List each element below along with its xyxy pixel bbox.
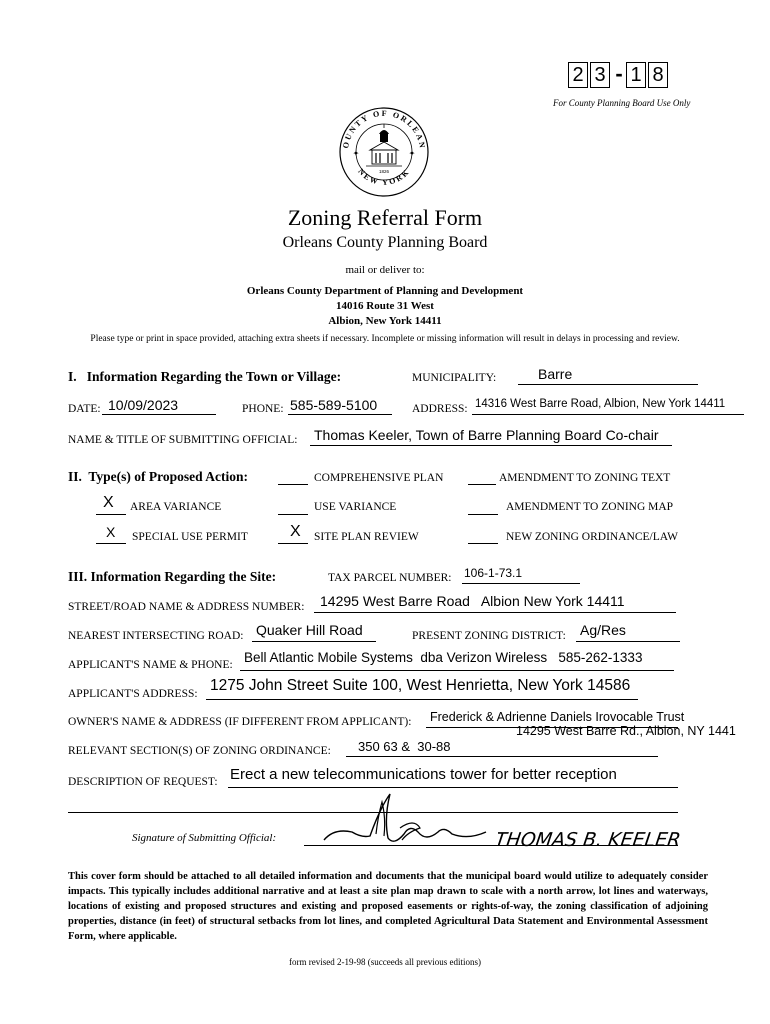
- sections-label: RELEVANT SECTION(S) OF ZONING ORDINANCE:: [68, 745, 331, 757]
- date-field[interactable]: 10/09/2023: [108, 397, 179, 413]
- case-digit: 8: [648, 62, 668, 88]
- svg-text:✦: ✦: [408, 149, 416, 158]
- owner-label: OWNER'S NAME & ADDRESS (IF DIFFERENT FROM APPLICANT):: [68, 716, 412, 728]
- official-label: NAME & TITLE OF SUBMITTING OFFICIAL:: [68, 434, 298, 446]
- street-label: STREET/ROAD NAME & ADDRESS NUMBER:: [68, 601, 305, 613]
- section-3-heading: III. Information Regarding the Site:: [68, 569, 277, 584]
- seal-year: 1826: [378, 169, 390, 174]
- option-amendment-text: AMENDMENT TO ZONING TEXT: [499, 472, 671, 484]
- instructions: Please type or print in space provided, attaching extra sheets if necessary. Incomplete or missing information will result in delays in processing and review.: [90, 334, 680, 344]
- seal-top-text: OUNTY OF ORLEAN: [341, 108, 428, 151]
- county-seal: [334, 106, 434, 198]
- option-new-ordinance: NEW ZONING ORDINANCE/LAW: [506, 531, 678, 543]
- option-use-variance: USE VARIANCE: [314, 501, 397, 513]
- address-label: ADDRESS:: [412, 403, 468, 415]
- signature-printed-name: [498, 818, 708, 854]
- dept-street: 14016 Route 31 West: [336, 300, 434, 312]
- municipality-field[interactable]: Barre: [538, 366, 573, 382]
- option-comprehensive-plan: COMPREHENSIVE PLAN: [314, 472, 444, 484]
- owner-field-line1[interactable]: Frederick & Adrienne Daniels Irovocable Trust: [430, 710, 685, 724]
- footer-paragraph: This cover form should be attached to all detailed information and documents that the municipal board would utilize to adequately consider impacts. This typically includes additional narrative and at least a site plan map drawn to scale with a north arrow, lot lines and waterways, locations of existing and proposed structures and existing and proposed easements or rights-of-way, the zoning classification of adjoining properties, distance (in feet) of structural setbacks from lot lines, and completed Agricultural Data Statement and Environmental Assessment Form, where applicable.: [68, 871, 708, 942]
- mark-site-plan[interactable]: X: [290, 523, 301, 540]
- municipality-label: MUNICIPALITY:: [412, 372, 497, 384]
- description-field[interactable]: Erect a new telecommunications tower for better reception: [230, 766, 617, 783]
- tax-parcel-label: TAX PARCEL NUMBER:: [328, 572, 452, 584]
- printed-name-text: THOMAS B. KEELER: [498, 828, 683, 851]
- applicant-address-label: APPLICANT'S ADDRESS:: [68, 688, 198, 700]
- applicant-address-field[interactable]: 1275 John Street Suite 100, West Henrietta, New York 14586: [210, 677, 631, 694]
- section-2-heading: II. Type(s) of Proposed Action:: [68, 469, 249, 484]
- zoning-field[interactable]: Ag/Res: [580, 622, 626, 638]
- option-special-use: SPECIAL USE PERMIT: [132, 531, 248, 543]
- case-digit: 3: [590, 62, 610, 88]
- form-subtitle: Orleans County Planning Board: [282, 234, 488, 251]
- seal-bottom-text: NEW YORK: [356, 166, 412, 188]
- official-field[interactable]: Thomas Keeler, Town of Barre Planning Board Co-chair: [314, 427, 659, 443]
- description-label: DESCRIPTION OF REQUEST:: [68, 776, 218, 788]
- signature-label: Signature of Submitting Official:: [132, 832, 277, 844]
- sections-field[interactable]: 350 63 & 30-88: [358, 739, 451, 754]
- street-field[interactable]: 14295 West Barre Road Albion New York 14411: [320, 593, 625, 609]
- intersect-field[interactable]: Quaker Hill Road: [256, 622, 363, 638]
- tax-parcel-field[interactable]: 106-1-73.1: [464, 566, 523, 580]
- signature-scrawl: [318, 788, 488, 850]
- case-dash: -: [615, 61, 623, 86]
- mark-special-use[interactable]: X: [106, 524, 116, 540]
- date-label: DATE:: [68, 403, 101, 415]
- zoning-label: PRESENT ZONING DISTRICT:: [412, 630, 566, 642]
- intersect-label: NEAREST INTERSECTING ROAD:: [68, 630, 244, 642]
- option-area-variance: AREA VARIANCE: [130, 501, 222, 513]
- section-1-heading: I. Information Regarding the Town or Village:: [68, 369, 342, 384]
- revision-note: form revised 2-19-98 (succeeds all previous editions): [289, 957, 481, 967]
- mail-line: mail or deliver to:: [345, 264, 425, 276]
- case-number: [568, 62, 670, 88]
- county-use-note: For County Planning Board Use Only: [553, 98, 691, 108]
- phone-label: PHONE:: [242, 403, 284, 415]
- phone-field[interactable]: 585-589-5100: [290, 397, 378, 413]
- address-field[interactable]: 14316 West Barre Road, Albion, New York 14411: [475, 398, 726, 410]
- dept-city: Albion, New York 14411: [328, 315, 442, 327]
- form-title: Zoning Referral Form: [287, 205, 483, 230]
- mark-area-variance[interactable]: X: [103, 494, 114, 511]
- applicant-label: APPLICANT'S NAME & PHONE:: [68, 659, 233, 671]
- svg-text:✦: ✦: [352, 149, 360, 158]
- case-digit: 1: [626, 62, 646, 88]
- dept-name: Orleans County Department of Planning and Development: [246, 285, 524, 297]
- option-amendment-map: AMENDMENT TO ZONING MAP: [506, 501, 674, 513]
- case-digit: 2: [568, 62, 588, 88]
- applicant-field[interactable]: Bell Atlantic Mobile Systems dba Verizon Wireless 585-262-1333: [244, 650, 643, 665]
- option-site-plan: SITE PLAN REVIEW: [314, 531, 419, 543]
- owner-field-line2[interactable]: 14295 West Barre Rd., Albion, NY 1441: [516, 724, 736, 738]
